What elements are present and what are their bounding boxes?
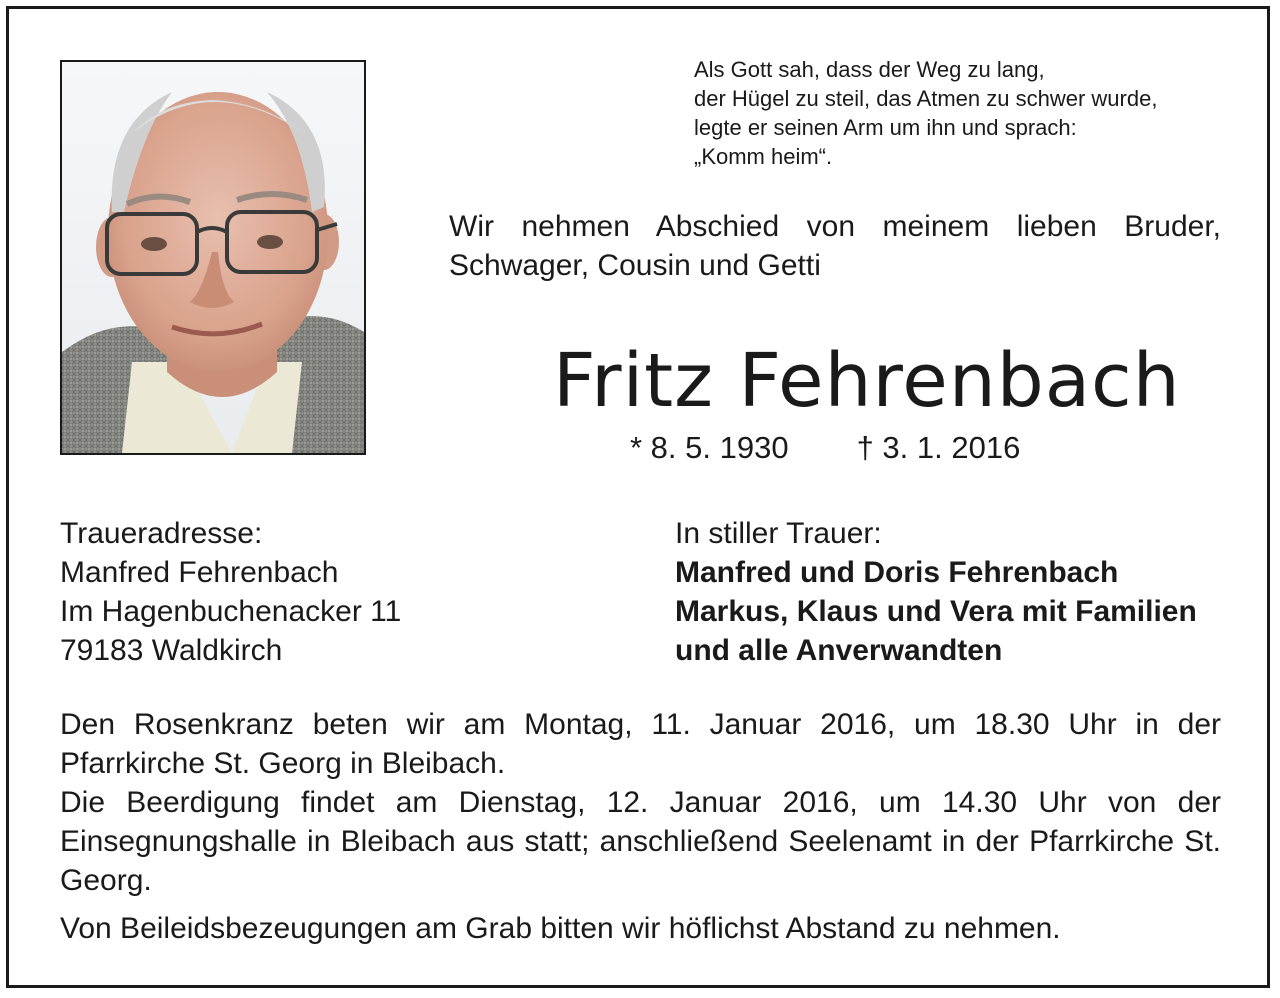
address-city: 79183 Waldkirch [60,634,283,667]
mourning-address [60,514,401,670]
death-date: † 3. 1. 2016 [856,430,1021,465]
birth-date: * 8. 5. 1930 [630,430,789,465]
mourners-block [675,514,1197,670]
portrait-illustration [62,62,364,453]
poem-line: legte er seinen Arm um ihn und sprach: [694,115,1077,140]
farewell-intro [449,207,1221,285]
poem-line: Als Gott sah, dass der Weg zu lang, [694,57,1045,82]
mourners-heading: In stiller Trauer: [675,517,882,550]
deceased-name: Fritz Fehrenbach [553,338,1181,424]
poem-line: „Komm heim“. [694,144,833,169]
mourner-line: Manfred und Doris Fehrenbach [675,556,1119,589]
memorial-poem [694,55,1157,171]
poem-line: der Hügel zu steil, das Atmen zu schwer wurde, [694,86,1158,111]
service-announcements [60,705,1221,948]
funeral-notice: Die Beerdigung findet am Dienstag, 12. Januar 2016, um 14.30 Uhr von der Einsegnungshalle in Bleibach aus statt; anschließend Seelenamt in der Pfarrkirche St. Georg. [60,786,1221,897]
life-dates [630,430,1020,466]
address-heading: Traueradresse: [60,517,263,550]
intro-line-2: Schwager, Cousin und Getti [449,249,821,282]
portrait-photo [60,60,366,455]
address-name: Manfred Fehrenbach [60,556,339,589]
mourner-line: und alle Anverwandten [675,634,1003,667]
intro-line-1: Wir nehmen Abschied von meinem lieben Bruder, [449,210,1221,243]
rosary-notice: Den Rosenkranz beten wir am Montag, 11. Januar 2016, um 18.30 Uhr in der Pfarrkirche St. Georg in Bleibach. [60,708,1221,780]
address-street: Im Hagenbuchenacker 11 [60,595,402,628]
mourner-line: Markus, Klaus und Vera mit Familien [675,595,1197,628]
condolence-notice: Von Beileidsbezeugungen am Grab bitten wir höflichst Abstand zu nehmen. [60,912,1061,945]
